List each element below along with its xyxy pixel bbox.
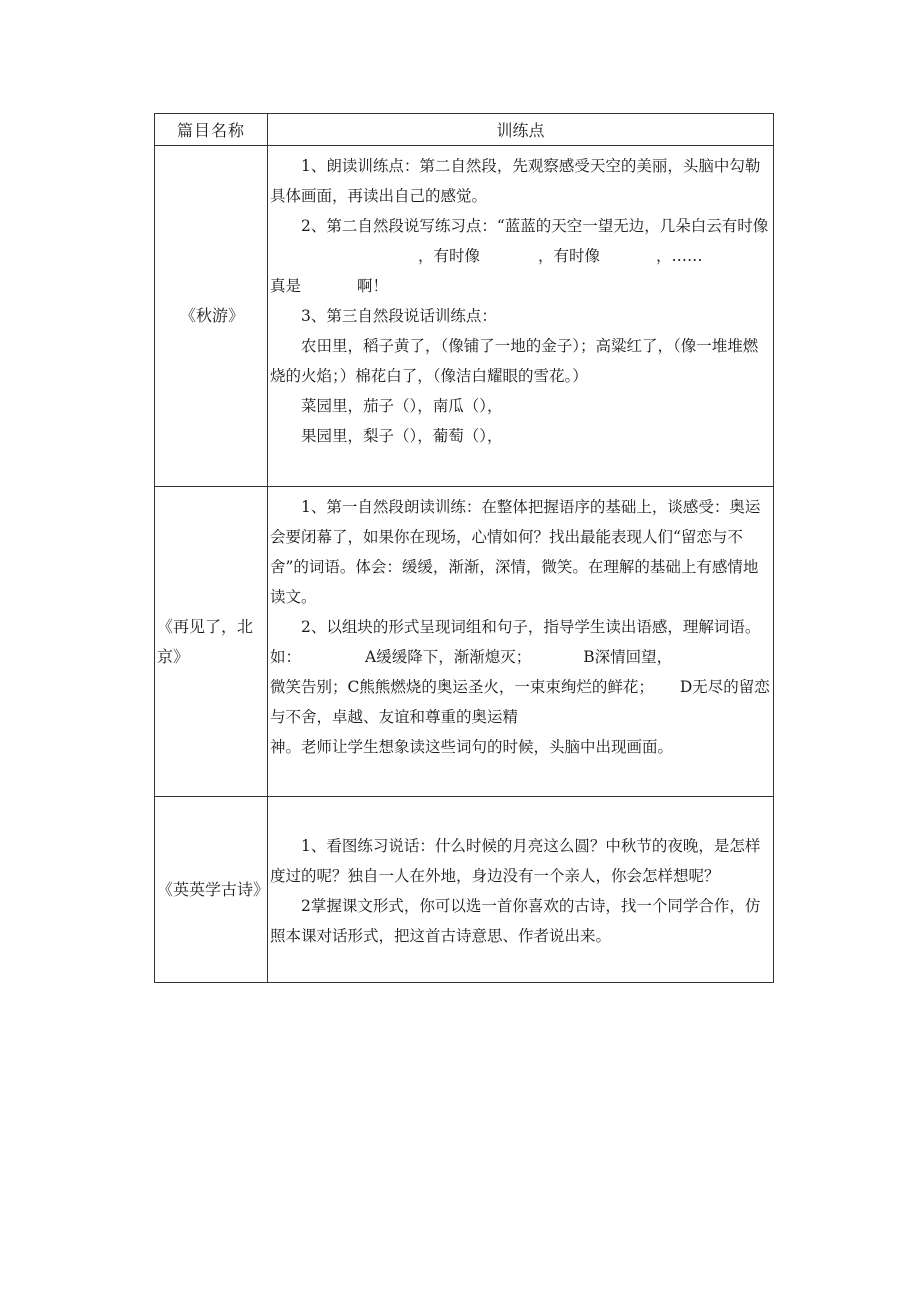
text-segment: ，有时像 (418, 247, 481, 265)
text-segment: ，…… (656, 247, 703, 265)
text-segment: 真是 (270, 277, 302, 295)
text-segment: 2、第二自然段说写练习点：“蓝蓝的天空一望无边，几朵白云有时像 (301, 217, 769, 235)
text-segment: B深情回望， (583, 648, 673, 666)
paragraph: 1、朗读训练点：第二自然段，先观察感受天空的美丽，头脑中勾勒具体画面，再读出自己的感觉。 (270, 157, 761, 205)
content-cell (268, 146, 774, 487)
header-training-points: 训练点 (268, 114, 774, 146)
paragraph: 1、看图练习说话：什么时候的月亮这么圆？中秋节的夜晚，是怎样度过的呢？独自一人在外地，身边没有一个亲人，你会怎样想呢？ (270, 837, 761, 885)
paragraph (270, 271, 771, 301)
text-segment: 微笑告别；C熊熊燃烧的奥运圣火，一束束绚烂的鲜花； (270, 678, 654, 696)
text-segment: D无尽的留恋与不舍，卓越、友谊和尊重的奥运精 (270, 678, 770, 726)
paragraph (270, 672, 771, 732)
paragraph: 神。老师让学生想象读这些词句的时候，头脑中出现画面。 (270, 738, 674, 756)
title-cell: 《秋游》 (155, 146, 268, 487)
header-title-name: 篇目名称 (155, 114, 268, 146)
paragraph: 2掌握课文形式，你可以选一首你喜欢的古诗，找一个同学合作，仿照本课对话形式，把这首古诗意思、作者说出来。 (270, 897, 761, 945)
table-row (155, 146, 774, 487)
table-header-row (155, 114, 774, 146)
table-row (155, 487, 774, 797)
paragraph (270, 211, 771, 271)
paragraph (270, 612, 771, 672)
title-cell: 《英英学古诗》 (155, 797, 268, 983)
text-segment: ，有时像 (538, 247, 601, 265)
content-cell (268, 797, 774, 983)
table-row (155, 797, 774, 983)
text-segment: A缓缓降下，渐渐熄灭； (365, 648, 532, 666)
paragraph: 1、第一自然段朗读训练：在整体把握语序的基础上，谈感受：奥运会要闭幕了，如果你在现场，心情如何？找出最能表现人们“留恋与不舍”的词语。体会：缓缓，渐渐，深情，微笑。在理解的基础上有感情地读文。 (270, 498, 761, 606)
text-segment: 啊！ (357, 277, 389, 295)
training-points-table (154, 113, 774, 983)
content-cell (268, 487, 774, 797)
paragraph: 农田里，稻子黄了，（像铺了一地的金子）；高粱红了，（像一堆堆燃烧的火焰；）棉花白了，（像洁白耀眼的雪花。） (270, 337, 759, 385)
text-segment: 2、以组块的形式呈现词组和句子，指导学生读出语感，理解词语。如： (270, 618, 761, 666)
paragraph: 3、第三自然段说话训练点： (301, 307, 497, 325)
paragraph: 果园里，梨子（），葡萄（）， (301, 427, 503, 445)
paragraph: 菜园里，茄子（），南瓜（）， (301, 397, 503, 415)
title-cell: 《再见了，北京》 (155, 487, 268, 797)
